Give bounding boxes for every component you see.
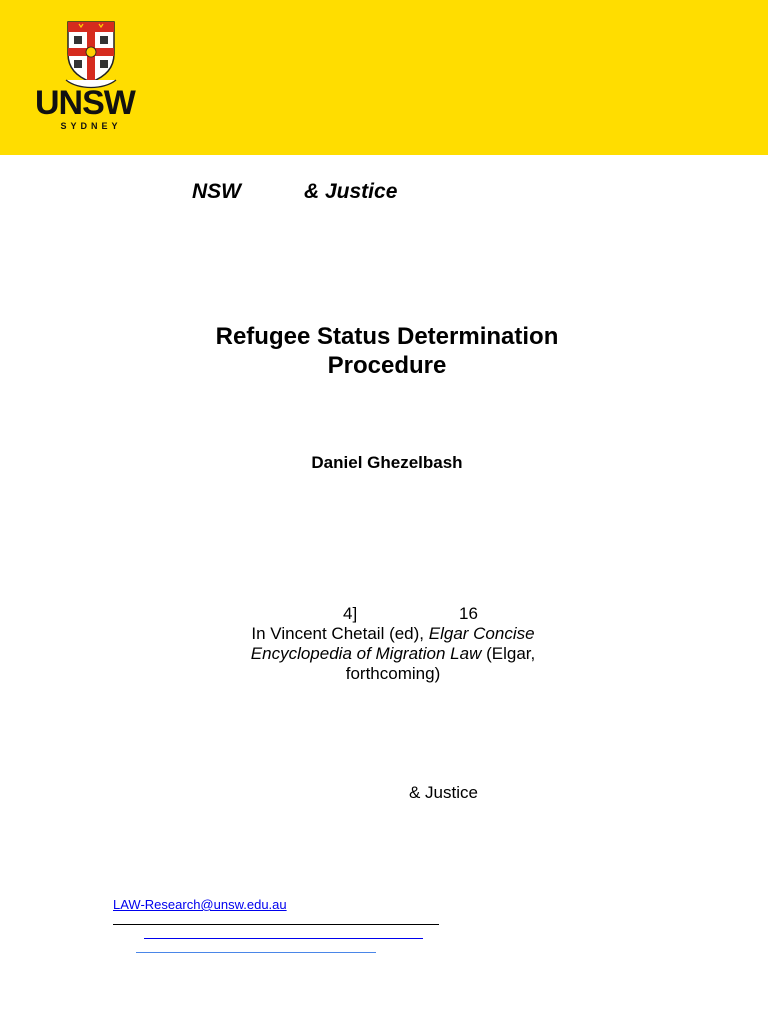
unsw-wordmark: UNSW bbox=[35, 84, 135, 122]
series-name-repeat: & Justice bbox=[409, 783, 478, 802]
footer-link-underline[interactable] bbox=[144, 938, 423, 939]
unsw-crest-icon bbox=[64, 20, 118, 90]
paper-author: Daniel Ghezelbash bbox=[311, 453, 463, 472]
research-email-link[interactable]: LAW-Research@unsw.edu.au bbox=[113, 897, 287, 912]
reference-fragment: 4] bbox=[343, 604, 358, 623]
reference-number: 16 bbox=[459, 604, 478, 623]
citation-prefix: In Vincent Chetail (ed), bbox=[251, 624, 429, 643]
footer-rule bbox=[113, 924, 439, 925]
header-banner bbox=[0, 0, 768, 155]
paper-title: Refugee Status Determination Procedure bbox=[215, 323, 559, 379]
citation bbox=[233, 624, 553, 684]
footer-link-underline-2[interactable] bbox=[136, 952, 376, 953]
citation-book-title: Elgar Concise Encyclopedia of Migration Law bbox=[250, 624, 535, 663]
series-title-right: & Justice bbox=[304, 180, 398, 203]
unsw-sydney-subtext: SYDNEY bbox=[60, 121, 122, 131]
citation-suffix: (Elgar, forthcoming) bbox=[345, 644, 536, 683]
series-title-left: NSW bbox=[192, 180, 241, 203]
